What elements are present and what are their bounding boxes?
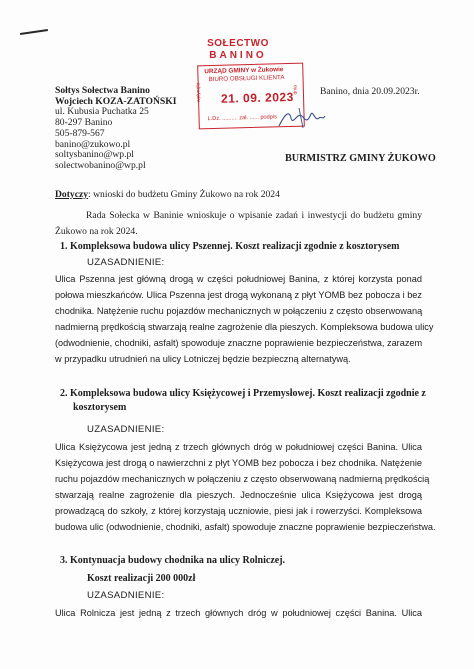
section-2-body <box>55 440 436 535</box>
section-1-line: (odwodnienie, chodniki, asfalt) spowoduje znaczne poprawienie bezpieczeństwa, zarazem <box>55 337 423 348</box>
sender-postcode: 80-297 Banino <box>55 117 113 129</box>
section-1-line: nadmierną prędkością stwarzają realne zagrożenie dla pieszych. Kompleksowa budowa ulicy <box>55 321 434 332</box>
received-stamp-attachments: L.Dz. .......... zał. ...... podpis <box>207 114 277 123</box>
section-2-heading: 2. Kompleksowa budowa ulicy Księżycowej i Przemysłowej. Koszt realizacji zgodnie z <box>60 388 426 399</box>
section-1-line: Ulica Pszenna jest główną drogą w części południowej Banina, z której korzysta ponad <box>55 274 422 284</box>
section-2-justification-label: UZASADNIENIE: <box>87 424 165 435</box>
section-1-line: połowa mieszkańców. Ulica Pszenna jest drogą wykonaną z płyt YOMB bez pobocza i bez <box>55 289 423 300</box>
subject-line <box>55 189 280 200</box>
section-2-line: budowa ulic (odwodnienie, chodniki, asfalt) spowoduje znaczne poprawienie bezpieczeństwa. <box>55 521 436 532</box>
recipient: BURMISTRZ GMINY ŻUKOWO <box>285 153 436 164</box>
section-3-justification-label: UZASADNIENIE: <box>87 590 165 601</box>
sender-email-1: banino@zukowo.pl <box>55 138 131 150</box>
section-1-heading: 1. Kompleksowa budowa ulicy Pszennej. Koszt realizacji zgodnie z kosztorysem <box>60 241 400 252</box>
village-stamp <box>190 38 286 62</box>
section-2-line: stwarzają realne zagrożenie dla pieszych. Jednocześnie ulica Księżycowa jest drogą <box>55 489 422 500</box>
sender-title: Sołtys Sołectwa Banino <box>55 85 150 96</box>
village-stamp-line1: SOŁECTWO <box>207 38 269 49</box>
section-3-line: Ulica Rolnicza jest jedną z trzech głównych dróg w południowej części Banina. Ulica <box>55 608 422 618</box>
section-3-heading: 3. Kontynuacja budowy chodnika na ulicy Rolniczej. <box>60 555 286 566</box>
intro-paragraph <box>55 208 422 240</box>
section-1-body <box>55 272 434 367</box>
section-1-line: chodnika. Natężenie ruchu pojazdów mechanicznych w połączeniu z często obserwowaną <box>55 305 423 316</box>
section-1-line: w przypadku utrudnień na ulicy Lotniczej będzie bezpieczną alternatywą. <box>55 353 351 364</box>
sender-phone: 505-879-567 <box>55 127 105 139</box>
intro-line-2: Żukowo na rok 2024. <box>55 225 138 237</box>
received-stamp-desk: BIURO OBSŁUGI KLIENTA <box>208 74 285 84</box>
section-3-body <box>55 606 422 622</box>
section-1-justification-label: UZASADNIENIE: <box>87 257 165 268</box>
village-stamp-line2: BANINO <box>209 50 267 61</box>
sender-email-3: solectwobanino@wp.pl <box>55 159 146 171</box>
handwritten-signature <box>275 104 327 134</box>
received-date: 21. 09. 2023 <box>220 89 294 106</box>
intro-line-1: Rada Sołecka w Baninie wnioskuje o wpisanie zadań i inwestycji do budżetu gminy <box>86 210 422 221</box>
sender-block <box>55 86 176 172</box>
received-stamp-side-right: dnia <box>292 85 299 95</box>
subject-label: Dotyczy <box>55 189 89 200</box>
received-stamp-side-left: wpłynęło <box>195 82 202 103</box>
section-2-line: Księżycowa jest drogą o nawierzchni z płyt YOMB bez pobocza i bez chodnika. Natężenie <box>55 457 422 468</box>
place-date: Banino, dnia 20.09.2023r. <box>320 86 420 97</box>
scan-mark <box>20 29 48 35</box>
sender-email-2: soltysbanino@wp.pl <box>55 149 134 161</box>
section-2-heading-cont: kosztorysem <box>73 402 127 413</box>
subject-text: : wnioski do budżetu Gminy Żukowo na rok 2024 <box>88 189 280 200</box>
section-2-line: ruchu pojazdów mechanicznych w połączeniu z często obserwowaną nadmierną prędkością <box>55 473 430 484</box>
received-stamp-office: URZĄD GMINY w Żukowie <box>204 66 284 76</box>
section-3-cost: Koszt realizacji 200 000zł <box>87 573 196 584</box>
section-2-line: Ulica Księżycowa jest jedną z trzech głównych dróg w południowej części Banina. Ulica <box>55 442 422 452</box>
sender-name: Wojciech KOZA-ZATOŃSKI <box>55 95 177 107</box>
sender-street: ul. Kubusia Puchatka 25 <box>55 106 149 118</box>
section-2-line: prowadzącą do szkoły, z której korzystają uczniowie, piesi jak i rowerzyści. Kompleksowa <box>55 505 422 516</box>
